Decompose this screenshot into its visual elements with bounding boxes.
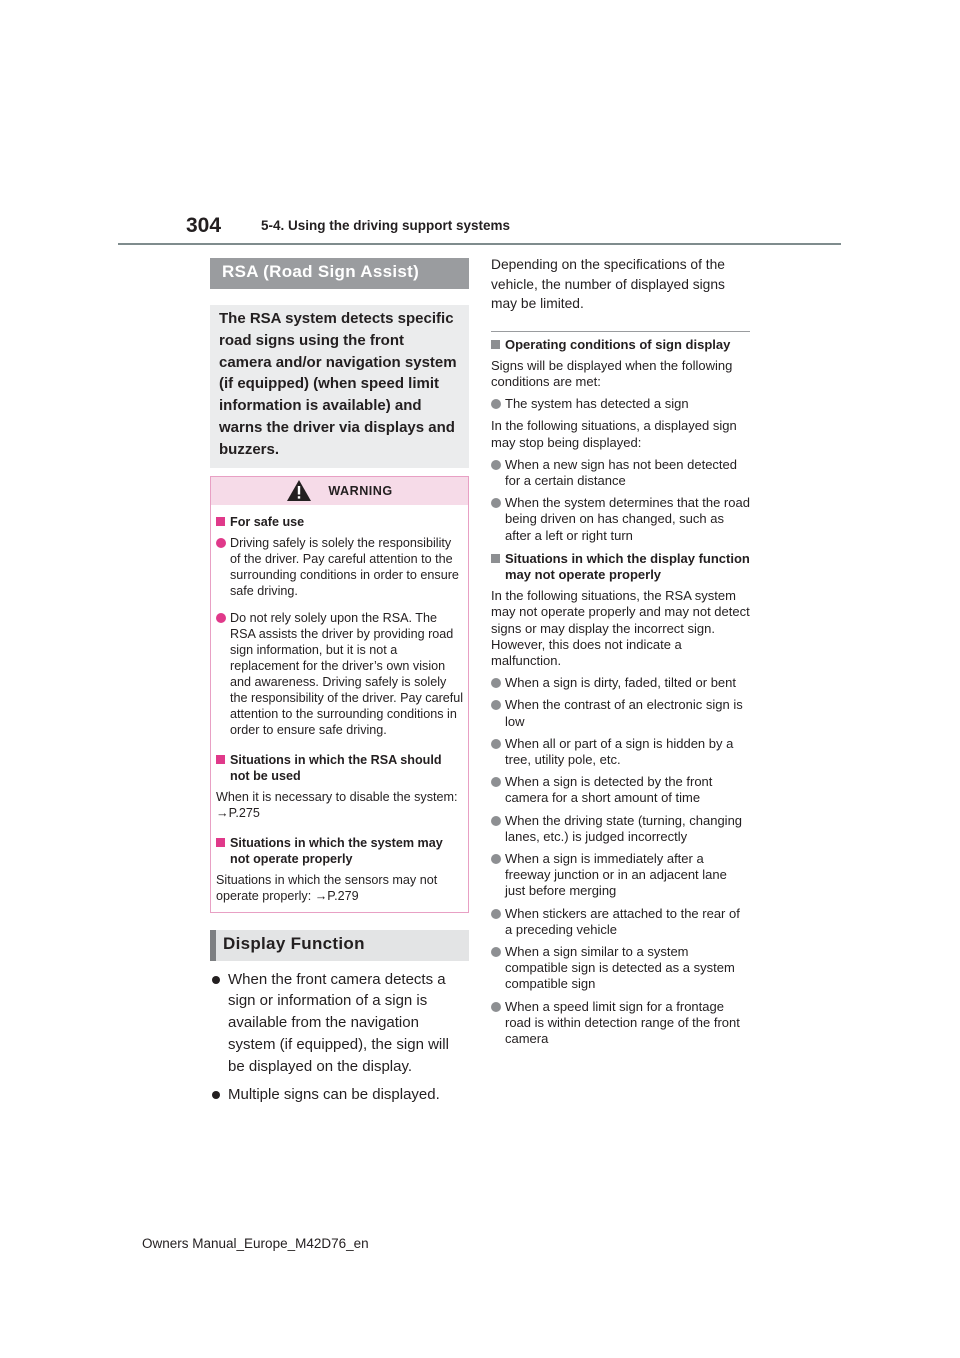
right-intro: Depending on the specifications of the vehicle, the number of displayed signs may be limited. [491,257,725,311]
warning-section-title: Situations in which the RSA should not be used [216,752,464,784]
list-item: Multiple signs can be displayed. [210,1084,469,1106]
list-item: When the front camera detects a sign or information of a sign is available from the navigation system (if equipped), the sign will be displayed on the display. [210,969,469,1078]
list-item: When all or part of a sign is hidden by a tree, utility pole, etc. [491,736,750,768]
warning-box [210,476,469,913]
rsa-heading: RSA (Road Sign Assist) [210,258,469,289]
footer: Owners Manual_Europe_M42D76_en [142,1236,369,1251]
warning-icon [286,479,312,502]
operating-conditions [491,337,750,1048]
rsa-intro: The RSA system detects specific road signs using the front camera and/or navigation system (if equipped) (when speed limit information is available) and warns the driver via displays and buzzers. [210,305,469,468]
limited-title: Situations in which the display function may not operate properly [491,551,750,583]
warning-header [211,477,468,505]
operating-title: Operating conditions of sign display [491,337,750,353]
warning-label: WARNING [328,483,393,498]
section-title: 5-4. Using the driving support systems [261,218,511,233]
left-column [210,258,469,1105]
list-item: When the contrast of an electronic sign is low [491,697,750,729]
list-item: When a sign is detected by the front camera for a short amount of time [491,774,750,806]
operating-text: Signs will be displayed when the following conditions are met: [491,357,733,389]
page-number: 304 [186,214,222,237]
right-column [491,255,750,1047]
list-item: When a sign is immediately after a freeway junction or in an adjacent lane just before merging [491,851,750,900]
header-rule [118,243,841,245]
warning-text: Situations in which the sensors may not operate properly: →P.279 [216,872,438,903]
list-item: When a sign is dirty, faded, tilted or bent [491,675,750,691]
list-item: The system has detected a sign [491,396,750,412]
list-item: When stickers are attached to the rear of a preceding vehicle [491,906,750,938]
limited-text: In the following situations, the RSA system may not operate properly and may not detect signs or may display the incorrect sign. However, this does not indicate a malfunction. [491,588,750,668]
list-item: When the driving state (turning, changing lanes, etc.) is judged incorrectly [491,813,750,845]
list-item: When the system determines that the road being driven on has changed, such as after a left or right turn [491,495,750,544]
warning-item: Do not rely solely upon the RSA. The RSA assists the driver by providing road sign information, but it is not a replacement for the driver’s own vision and awareness. Driving safely is solely the responsibility of the driver. Pay careful attention to the surrounding conditions in order to ensure safe driving. [216,610,464,738]
list-item: When a sign similar to a system compatible sign is detected as a system compatible sign [491,944,750,993]
list-item: When a new sign has not been detected for a certain distance [491,457,750,489]
warning-section-title: For safe use [216,514,464,530]
warning-item: Driving safely is solely the responsibility of the driver. Pay careful attention to the surrounding conditions in order to ensure safe driving. [216,535,464,599]
list-item: When a speed limit sign for a frontage road is within detection range of the front camera [491,999,750,1048]
warning-text: When it is necessary to disable the system: →P.275 [216,789,458,820]
operating-text: In the following situations, a displayed sign may stop being displayed: [491,418,737,450]
warning-section-title: Situations in which the system may not operate properly [216,835,464,867]
display-function-heading: Display Function [210,930,469,961]
section-divider [491,331,750,332]
display-bullets [210,969,469,1106]
